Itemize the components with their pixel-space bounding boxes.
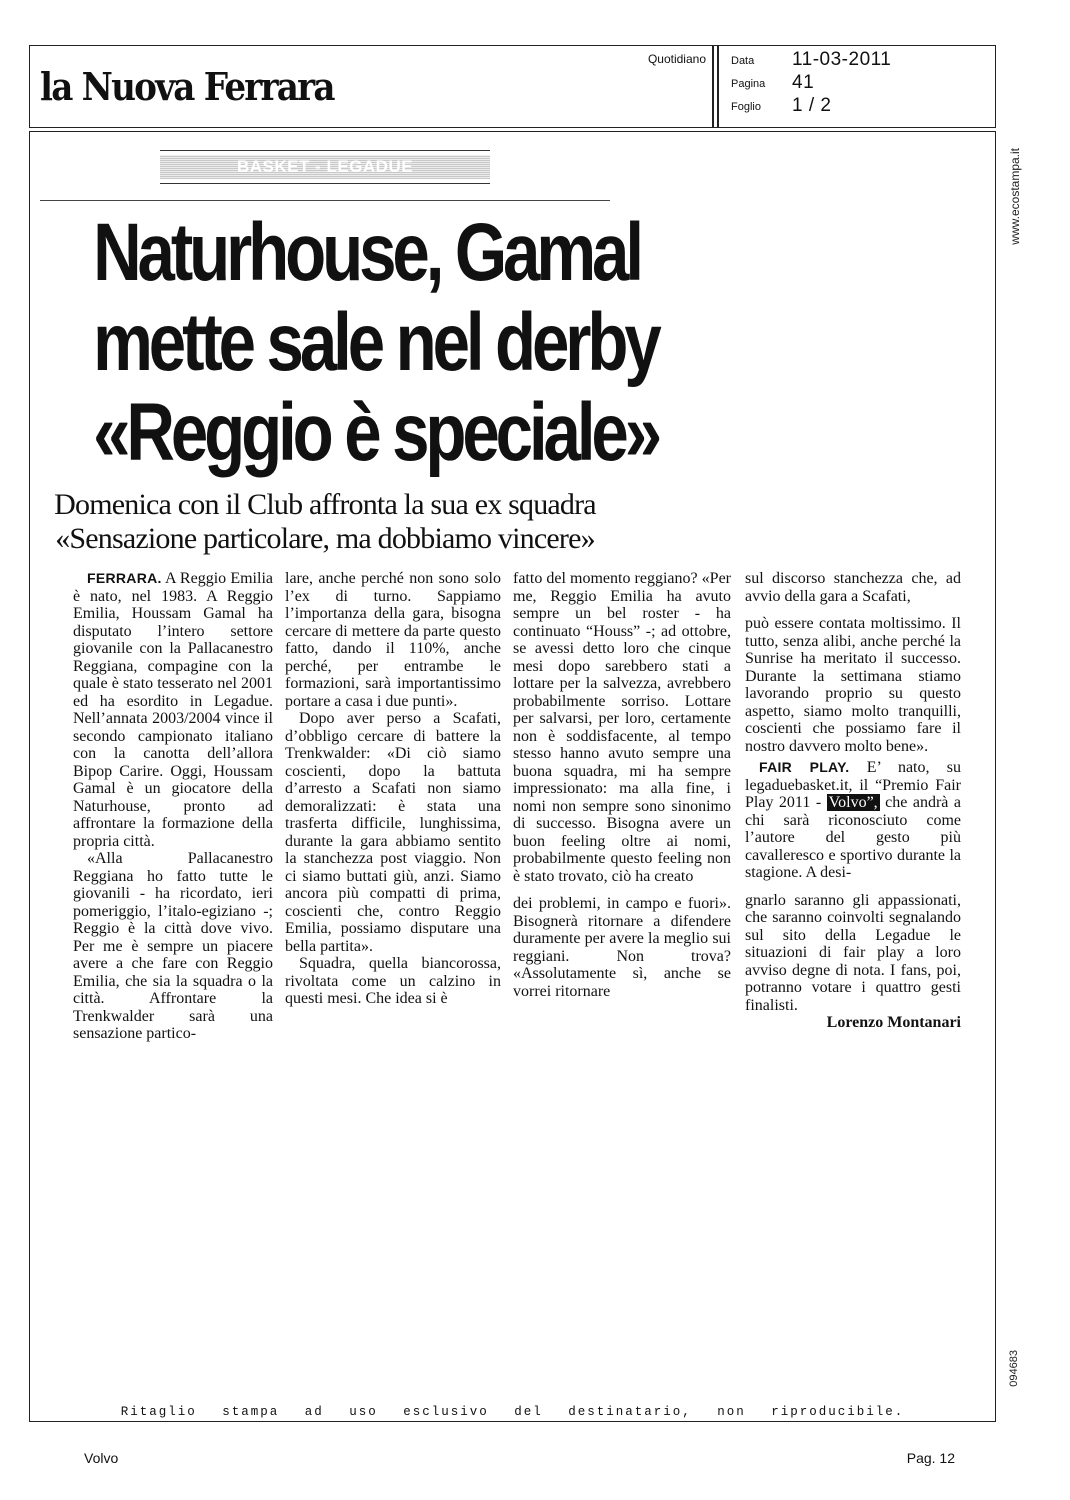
masthead: la Nuova Ferrara — [40, 64, 334, 109]
headline-line: Naturhouse, Gamal — [93, 207, 640, 298]
paragraph: gnarlo saranno gli appassionati, che saranno coinvolti segnalando sul sito della Legadue le situazioni di fair play a loro avviso degne di nota. I fans, poi, potranno votare i quattro gesti finalisti. — [745, 891, 961, 1014]
page-number: Pag. 12 — [906, 1450, 955, 1466]
date-label: Data — [731, 55, 755, 67]
headline — [40, 207, 659, 478]
subheadline — [40, 488, 610, 556]
article-column-4 — [745, 570, 961, 1032]
page-value: 41 — [792, 72, 815, 93]
paragraph: fatto del momento reggiano? «Per me, Reggio Emilia ha avuto sempre un bel roster - ha continuato “Houss” -; ad ottobre, se avessi detto loro che cinque mesi dopo sarebbero stati a lottare per la salvezza, avrebbero probabilmente sorriso. Lottare per salvarsi, per loro, certamente non è soddisfacente, al tempo stesso hanno avuto sempre una buona squadra, mi ha sempre impressionato: ma alla fine, i nomi non sempre sono sinonimo di successo. Bisogna avere un buon feeling oltre ai nomi, probabilmente questo feeling non è stato trovato, ciò ha creato — [513, 570, 731, 885]
subheadline-line: «Sensazione particolare, ma dobbiamo vincere» — [55, 522, 595, 555]
paragraph: «Alla Pallacanestro Reggiana ho fatto tutte le giovanili - ha ricordato, ieri pomeriggio, l’italo-egiziano -; Reggio è la città dove vivo. Per me è sempre un piacere avere a che fare con Reggio Emilia, che sia la squadra o la città. Affrontare la Trenkwalder sarà una sensazione partico- — [73, 850, 273, 1042]
paragraph: può essere contata moltissimo. Il tutto, senza alibi, anche perché la Sunrise ha meritato il successo. Durante la settimana stiamo lavorando proprio su questo aspetto, siamo molto tranquilli, coscienti che possiamo fare il nostro davvero molto bene». — [745, 615, 961, 755]
paragraph-text: E’ nato, su legaduebasket.it, il “Premio Fair Play 2011 - — [745, 759, 962, 811]
reproduction-notice: Ritaglio stampa ad uso esclusivo del destinatario, non riproducibile. — [120, 1405, 905, 1419]
subsection-lead: FAIR PLAY. — [759, 759, 850, 775]
header-divider — [717, 45, 719, 128]
paragraph — [745, 759, 961, 882]
byline: Lorenzo Montanari — [826, 1014, 961, 1031]
article-column-1 — [73, 570, 273, 1043]
publication-type: Quotidiano — [647, 52, 706, 66]
sheet-label: Foglio — [731, 101, 761, 113]
paragraph-text: A Reggio Emilia è nato, nel 1983. A Reggio Emilia, Houssam Gamal ha disputato l’intero settore giovanile con la Pallacanestro Reggiana, compagine con la quale è stato tesserato nel 2001 ed ha esordito in Legadue. Nell’annata 2003/2004 vince il secondo campionato italiano con la canotta dell’allora Bipop Carire. Oggi, Houssam Gamal è un giocatore della Naturhouse, pronto ad affrontare la formazione della propria città. — [73, 570, 273, 850]
section-tag — [160, 150, 490, 184]
subheadline-line: Domenica con il Club affronta la sua ex squadra — [54, 488, 596, 521]
paragraph: lare, anche perché non sono solo l’ex di turno. Sappiamo l’importanza della gara, bisogna cercare di mettere da parte questo fatto, dando il 110%, anche perché, per entrambe le formazioni, sarà importantissimo portare a casa i due punti». — [285, 570, 501, 710]
paragraph: dei problemi, in campo e fuori». Bisognerà ritornare a difendere duramente per avere la meglio sui reggiani. Non trova? «Assolutamente sì, anche se vorrei ritornare — [513, 895, 731, 1000]
page-label: Pagina — [731, 78, 766, 90]
paragraph: Squadra, quella biancorossa, rivoltata come un calzino in questi mesi. Che idea si è — [285, 955, 501, 1007]
headline-line: «Reggio è speciale» — [93, 387, 659, 478]
article-column-2 — [285, 570, 501, 1008]
client-name: Volvo — [84, 1450, 119, 1466]
paragraph: sul discorso stanchezza che, ad avvio della gara a Scafati, — [745, 570, 961, 605]
date-value: 11-03-2011 — [792, 49, 892, 70]
section-tag-label: BASKET - LEGADUE — [160, 155, 490, 179]
sheet-value: 1 / 2 — [792, 95, 832, 116]
headline-line: mette sale nel derby — [93, 297, 658, 388]
headline-rule — [40, 200, 610, 201]
header-divider — [712, 45, 714, 128]
side-code: 094683 — [1008, 1350, 1020, 1387]
side-url: www.ecostampa.it — [1008, 148, 1022, 245]
paragraph — [73, 570, 273, 850]
paragraph: Dopo aver perso a Scafati, d’obbligo cercare di battere la Trenkwalder: «Di ciò siamo coscienti, dopo la battuta d’arresto a Scafati non siamo demoralizzati: è stata una trasferta difficile, lunghissima, durante la gara abbiamo sentito la stanchezza post viaggio. Non ci siamo buttati giù, anzi. Siamo ancora più compatti di prima, coscienti che, contro Reggio Emilia, possiamo disputare una bella partita». — [285, 710, 501, 955]
dateline: FERRARA. — [87, 570, 162, 586]
article-column-3 — [513, 570, 731, 1000]
paragraph-text: che andrà a chi sarà riconosciuto come l’autore del gesto più cavalleresco e sportivo durante la stagione. A desi- — [745, 794, 961, 881]
brand-highlight: Volvo”, — [828, 794, 878, 811]
